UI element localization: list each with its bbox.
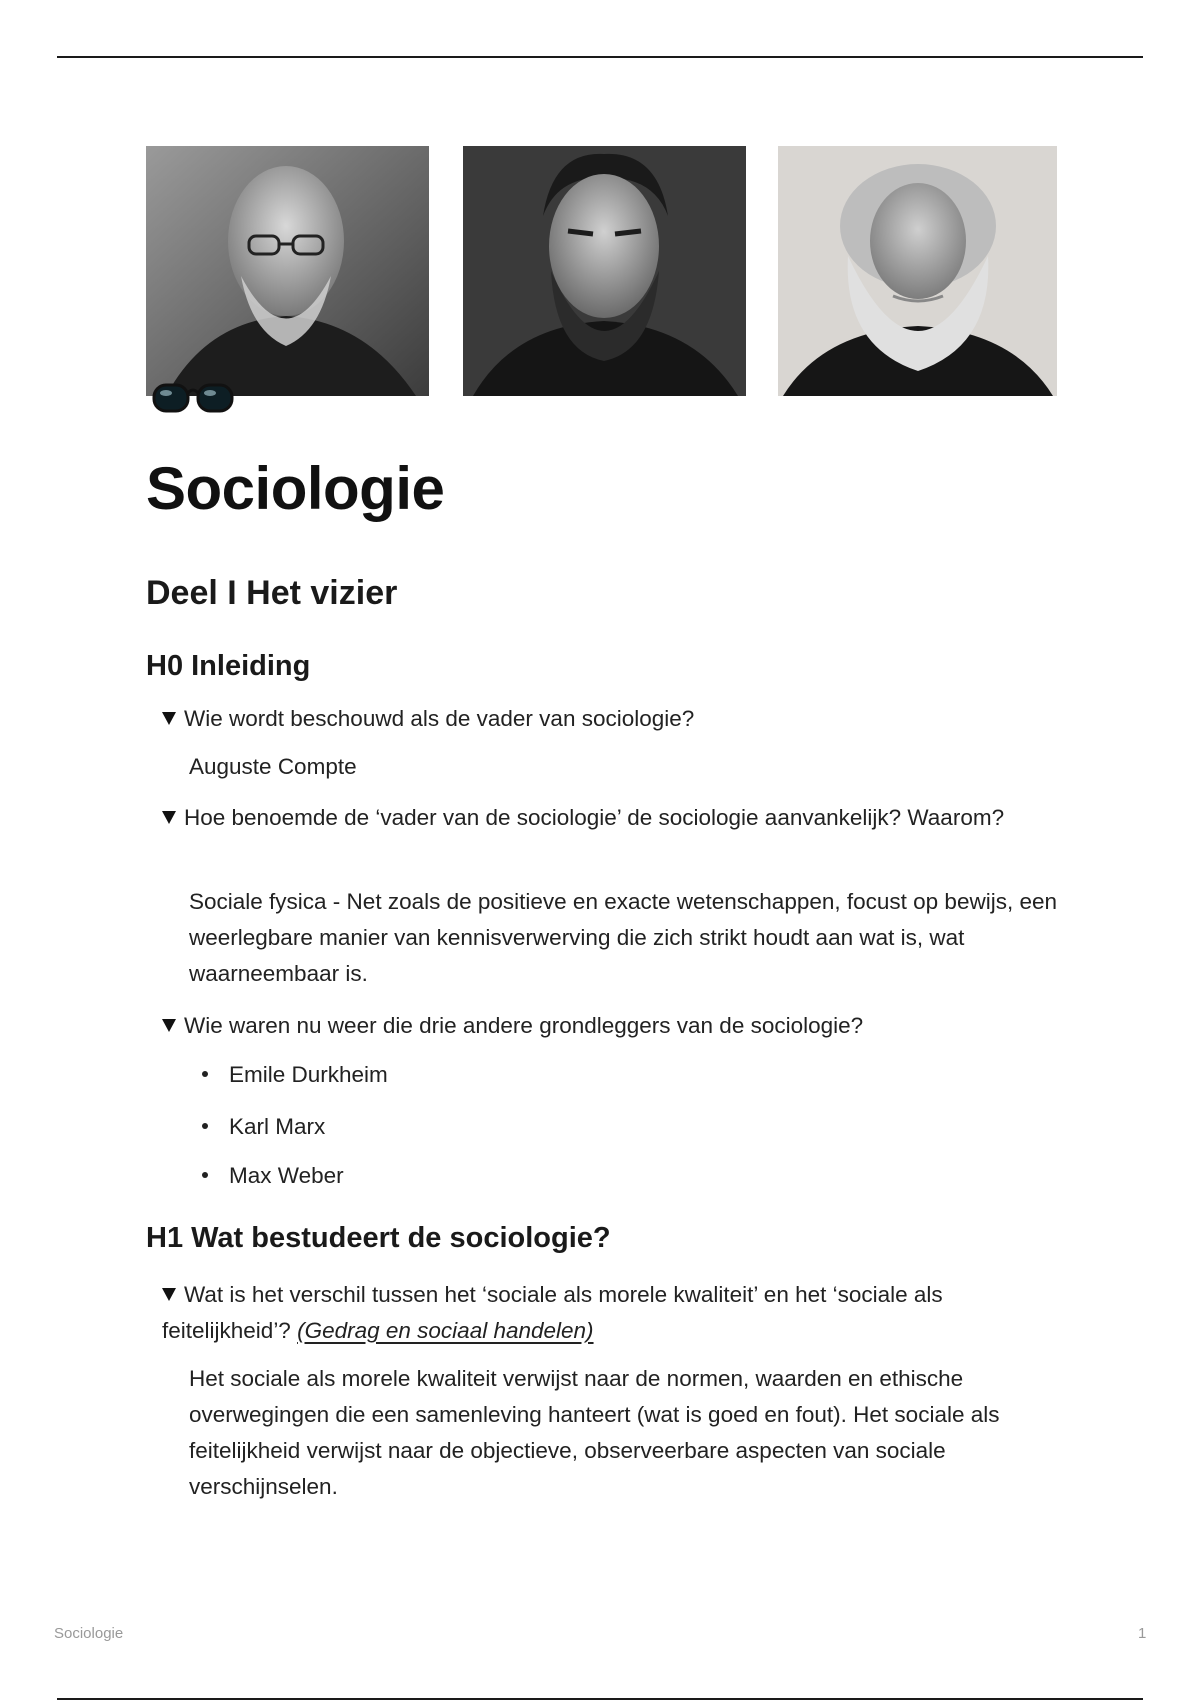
portrait-marx	[778, 146, 1057, 396]
list-item: Max Weber	[202, 1163, 344, 1189]
bullet-icon	[202, 1123, 208, 1129]
toggle-triangle-icon[interactable]	[162, 1019, 176, 1032]
toggle-question-naming[interactable]: Hoe benoemde de ‘vader van de sociologie’ de sociologie aanvankelijk? Waarom?	[162, 800, 1042, 836]
toggle-question-father[interactable]: Wie wordt beschouwd als de vader van sociologie?	[162, 701, 1062, 737]
list-item: Karl Marx	[202, 1114, 325, 1140]
top-rule	[57, 56, 1143, 58]
answer-father: Auguste Compte	[189, 754, 357, 779]
answer-social: Het sociale als morele kwaliteit verwijst naar de normen, waarden en ethische overwegingen die een samenleving hanteert (wat is goed en fout). Het sociale als feitelijkheid verwijst naar de objectieve, observeerbare aspecten van sociale verschijnselen.	[189, 1366, 1000, 1499]
footer-page-number: 1	[1138, 1625, 1147, 1642]
toggle-triangle-icon[interactable]	[162, 1288, 176, 1301]
bullet-icon	[202, 1172, 208, 1178]
part-heading: Deel I Het vizier	[146, 574, 398, 612]
answer-naming: Sociale fysica - Net zoals de positieve en exacte wetenschappen, focust op bewijs, een weerlegbare manier van kennisverwerving die zich strikt houdt aan wat is, wat waarneembaar is.	[189, 889, 1057, 986]
glasses-icon	[150, 379, 236, 419]
bullet-icon	[202, 1071, 208, 1077]
section-heading-h0: H0 Inleiding	[146, 650, 311, 682]
list-item: Emile Durkheim	[202, 1062, 388, 1088]
toggle-triangle-icon[interactable]	[162, 811, 176, 824]
toggle-question-founders[interactable]: Wie waren nu weer die drie andere grondleggers van de sociologie?	[162, 1008, 1062, 1044]
page-content	[146, 448, 1066, 1499]
section-heading-h1: H1 Wat bestudeert de sociologie?	[146, 1222, 611, 1254]
toggle-triangle-icon[interactable]	[162, 712, 176, 725]
page-link[interactable]: (Gedrag en sociaal handelen)	[297, 1318, 594, 1343]
portrait-weber	[463, 146, 746, 396]
toggle-question-social[interactable]: Wat is het verschil tussen het ‘sociale als morele kwaliteit’ en het ‘sociale als feitelijkheid’? (Gedrag en sociaal handelen)	[162, 1282, 943, 1343]
cover-images	[146, 146, 1057, 396]
portrait-durkheim	[146, 146, 429, 396]
footer-doc-name: Sociologie	[54, 1625, 124, 1642]
page-title: Sociologie	[146, 455, 445, 522]
